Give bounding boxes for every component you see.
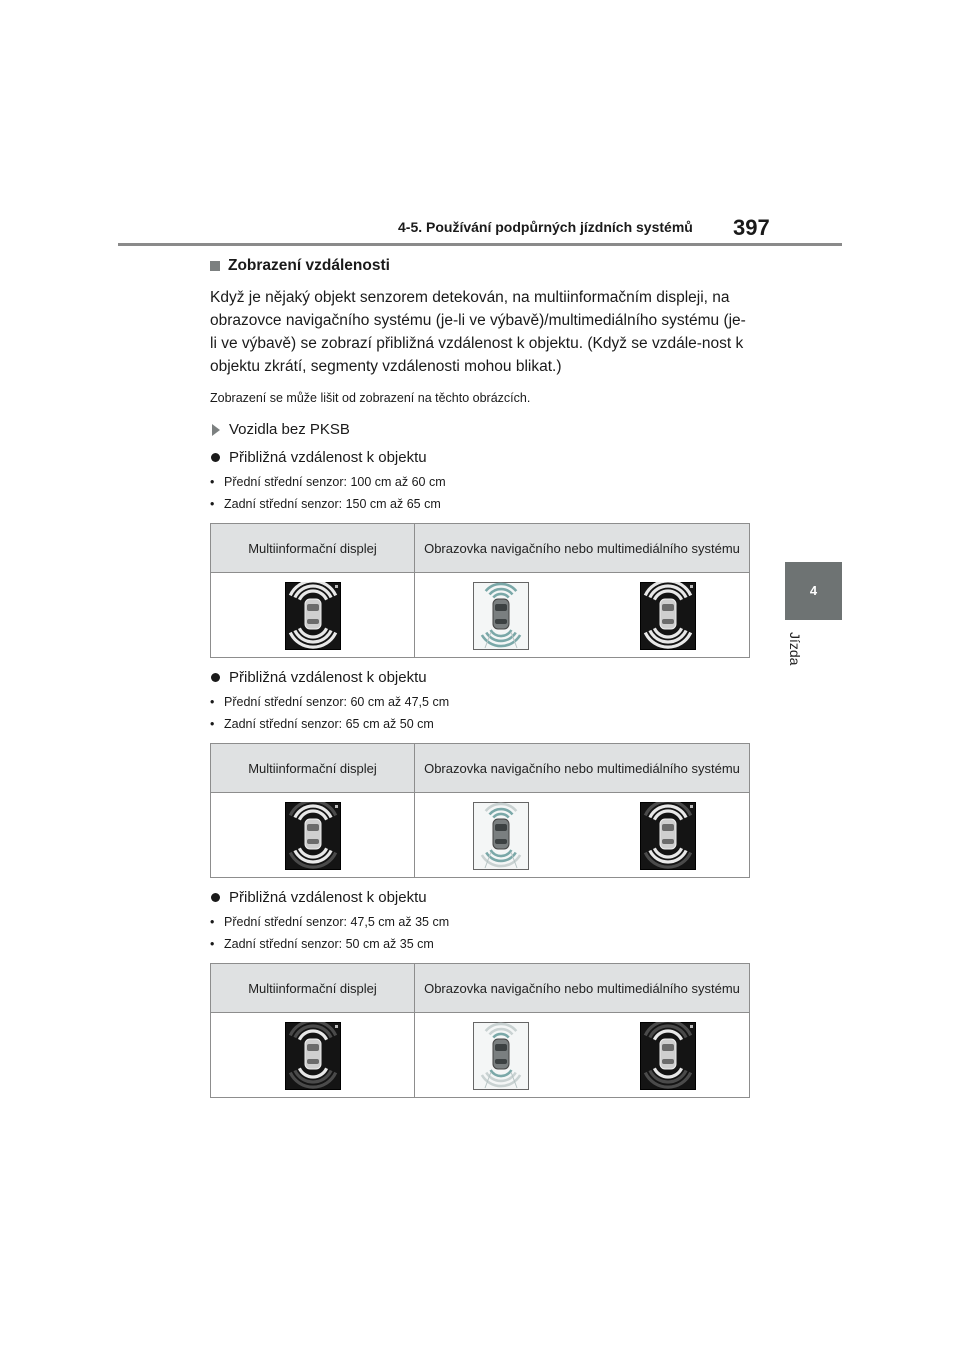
- chapter-tab[interactable]: 4: [785, 562, 842, 620]
- group-title-text: Přibližná vzdálenost k objektu: [229, 449, 427, 466]
- front-sensor-line: • Přední střední senzor: 100 cm až 60 cm: [210, 475, 446, 489]
- distance-group: [210, 449, 750, 658]
- header-navigation-screen: Obrazovka navigačního nebo multimediálního systému: [415, 744, 750, 793]
- rear-sensor-line: • Zadní střední senzor: 50 cm až 35 cm: [210, 937, 434, 951]
- car-rear-window-icon: [662, 839, 674, 844]
- group-title: [210, 669, 750, 686]
- car-windshield-icon: [307, 604, 319, 611]
- header-multi-info-display: Multiinformační displej: [211, 744, 415, 793]
- description-paragraph: Když je nějaký objekt senzorem detekován, na multiinformačním displeji, na obrazovce navigačního systému (je-li ve výbavě)/multimediálního systému (je-li ve výbavě) se zobrazí přibližná vzdálenost k objektu. (Když se vzdále-nost k objektu zkrátí, segmenty vzdálenosti mohou blikat.): [210, 289, 746, 375]
- group-title: [210, 889, 750, 906]
- round-bullet-icon: [211, 893, 220, 902]
- car-icon: [305, 1039, 321, 1069]
- header-divider: [118, 243, 842, 246]
- header-multi-info-display: Multiinformační displej: [211, 524, 415, 573]
- front-sensor-text: Přední střední senzor: 100 cm až 60 cm: [224, 475, 446, 489]
- status-indicator-icon: [690, 805, 693, 808]
- section-heading: [210, 255, 750, 277]
- car-rear-window-icon: [662, 1059, 674, 1064]
- rear-sensor-line: • Zadní střední senzor: 65 cm až 50 cm: [210, 717, 434, 731]
- car-windshield-icon: [495, 604, 507, 611]
- navigation-cell: [415, 573, 750, 658]
- distance-group: [210, 889, 750, 1098]
- multimedia-screen-image: [640, 582, 696, 650]
- car-icon: [660, 819, 676, 849]
- multi-info-display-image: [285, 802, 341, 870]
- page-number: 397: [733, 215, 770, 240]
- multi-info-cell: [211, 573, 415, 658]
- car-icon: [493, 599, 509, 629]
- multi-info-display-image: [285, 582, 341, 650]
- display-table: [210, 963, 750, 1098]
- heading-text: Zobrazení vzdálenosti: [228, 257, 390, 274]
- front-sensor-text: Přední střední senzor: 60 cm až 47,5 cm: [224, 695, 450, 709]
- section-title: 4-5. Používání podpůrných jízdních systémů: [398, 219, 693, 235]
- front-sensor-line: • Přední střední senzor: 60 cm až 47,5 cm: [210, 695, 450, 709]
- status-indicator-icon: [690, 1025, 693, 1028]
- front-sensor-text: Přední střední senzor: 47,5 cm až 35 cm: [224, 915, 450, 929]
- car-windshield-icon: [307, 1044, 319, 1051]
- group-title: [210, 449, 750, 466]
- car-icon: [660, 1039, 676, 1069]
- multi-info-cell: [211, 793, 415, 878]
- car-windshield-icon: [662, 1044, 674, 1051]
- car-rear-window-icon: [307, 619, 319, 624]
- multi-info-display-image: [285, 1022, 341, 1090]
- rear-sensor-text: Zadní střední senzor: 65 cm až 50 cm: [224, 717, 434, 731]
- group-title-text: Přibližná vzdálenost k objektu: [229, 889, 427, 906]
- navigation-screen-image: [473, 1022, 529, 1090]
- car-rear-window-icon: [495, 619, 507, 624]
- group-title-text: Přibližná vzdálenost k objektu: [229, 669, 427, 686]
- round-bullet-icon: [211, 453, 220, 462]
- vehicle-type: [210, 421, 750, 438]
- chapter-label: Jízda: [787, 632, 803, 666]
- car-windshield-icon: [495, 824, 507, 831]
- multimedia-screen-image: [640, 802, 696, 870]
- multimedia-screen-image: [640, 1022, 696, 1090]
- car-icon: [305, 599, 321, 629]
- car-icon: [660, 599, 676, 629]
- front-sensor-line: • Přední střední senzor: 47,5 cm až 35 cm: [210, 915, 450, 929]
- distance-group: [210, 669, 750, 878]
- status-indicator-icon: [335, 585, 338, 588]
- navigation-cell: [415, 793, 750, 878]
- rear-sensor-text: Zadní střední senzor: 150 cm až 65 cm: [224, 497, 441, 511]
- header-multi-info-display: Multiinformační displej: [211, 964, 415, 1013]
- rear-sensor-text: Zadní střední senzor: 50 cm až 35 cm: [224, 937, 434, 951]
- header-navigation-screen: Obrazovka navigačního nebo multimediálního systému: [415, 964, 750, 1013]
- multi-info-cell: [211, 1013, 415, 1098]
- car-icon: [493, 819, 509, 849]
- car-rear-window-icon: [307, 839, 319, 844]
- vehicle-type-label: Vozidla bez PKSB: [229, 421, 350, 438]
- display-table: [210, 523, 750, 658]
- round-bullet-icon: [211, 673, 220, 682]
- car-windshield-icon: [662, 824, 674, 831]
- status-indicator-icon: [335, 805, 338, 808]
- status-indicator-icon: [690, 585, 693, 588]
- rear-sensor-line: • Zadní střední senzor: 150 cm až 65 cm: [210, 497, 441, 511]
- car-rear-window-icon: [662, 619, 674, 624]
- display-table: [210, 743, 750, 878]
- car-windshield-icon: [307, 824, 319, 831]
- car-windshield-icon: [495, 1044, 507, 1051]
- main-content: [210, 255, 750, 1098]
- note-text: Zobrazení se může lišit od zobrazení na těchto obrázcích.: [210, 391, 531, 405]
- navigation-cell: [415, 1013, 750, 1098]
- car-windshield-icon: [662, 604, 674, 611]
- car-icon: [305, 819, 321, 849]
- header-navigation-screen: Obrazovka navigačního nebo multimediálního systému: [415, 524, 750, 573]
- square-bullet-icon: [210, 261, 220, 271]
- navigation-screen-image: [473, 802, 529, 870]
- triangle-bullet-icon: [212, 424, 220, 436]
- car-rear-window-icon: [307, 1059, 319, 1064]
- car-rear-window-icon: [495, 1059, 507, 1064]
- car-rear-window-icon: [495, 839, 507, 844]
- car-icon: [493, 1039, 509, 1069]
- navigation-screen-image: [473, 582, 529, 650]
- status-indicator-icon: [335, 1025, 338, 1028]
